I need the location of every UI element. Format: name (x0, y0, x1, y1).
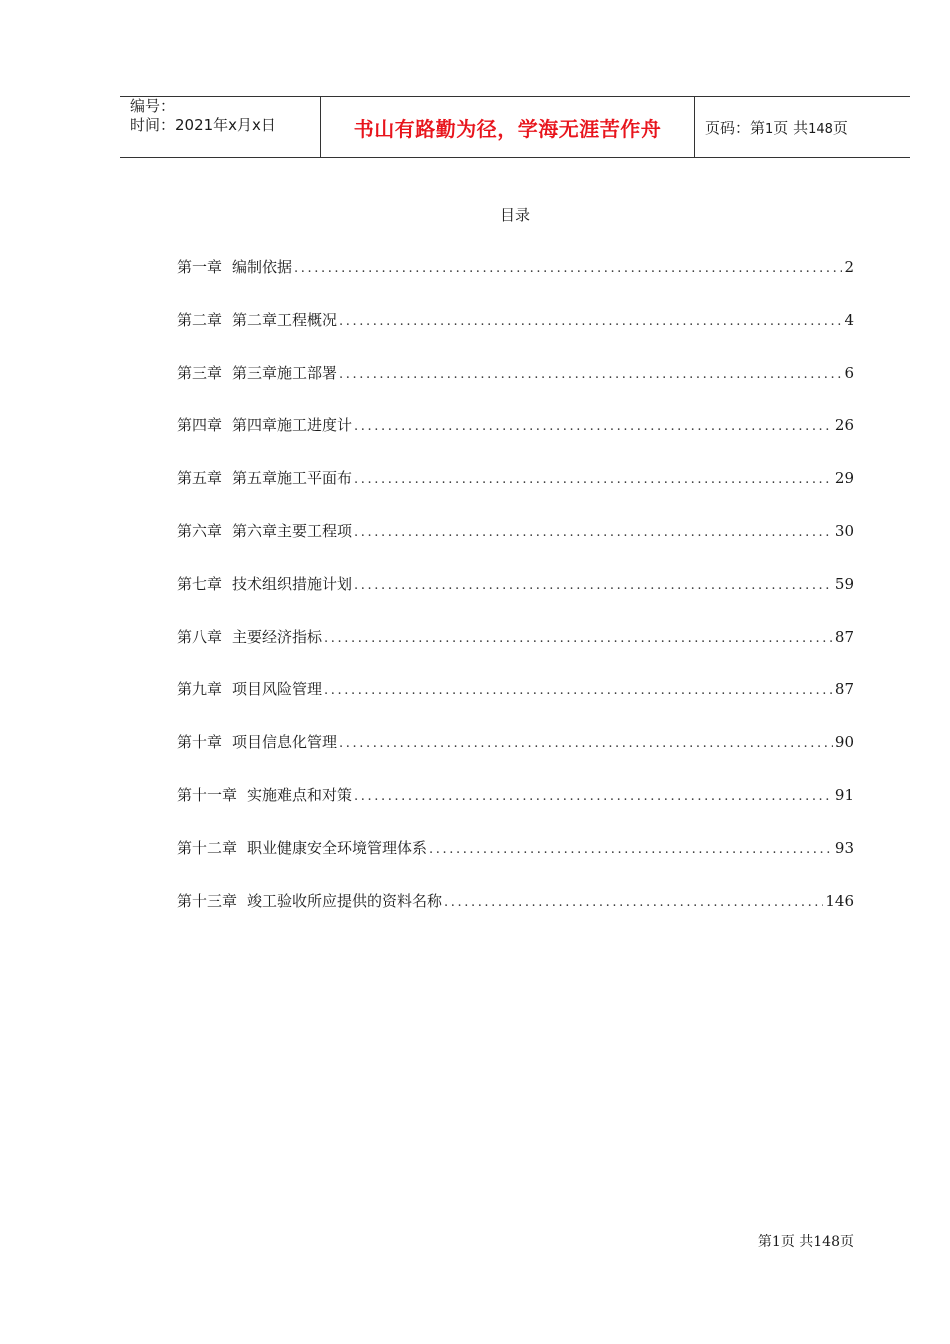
toc-leader-dots (339, 367, 842, 382)
toc-page-number: 93 (834, 838, 854, 857)
toc-page-number: 87 (834, 627, 854, 646)
page-footer: 第1页 共148页 (757, 1234, 854, 1250)
toc-entry-title: 技术组织措施计划 (232, 574, 353, 593)
toc-chapter: 第一章 (177, 258, 223, 276)
toc-chapter: 第四章 (177, 416, 223, 435)
toc-entry-title: 职业健康安全环境管理体系 (247, 838, 428, 857)
header-meta-cell (120, 97, 321, 157)
header-motto-cell (321, 97, 695, 157)
toc-entry[interactable] (177, 256, 854, 309)
toc-page-number: 2 (844, 258, 854, 276)
toc-entry-title: 第五章施工平面布 (232, 469, 353, 488)
toc-entry-title: 主要经济指标 (232, 627, 323, 646)
page-number: 1 (765, 121, 774, 137)
toc-leader-dots (354, 789, 833, 804)
header-page-cell (695, 97, 910, 157)
toc-entry[interactable] (177, 520, 854, 573)
toc-chapter: 第七章 (177, 574, 223, 593)
toc-page-number: 87 (834, 680, 854, 699)
page-prefix: 页码：第 (705, 118, 766, 137)
toc-entry-title: 第三章施工部署 (232, 363, 338, 382)
toc-entry-title: 实施难点和对策 (247, 785, 353, 804)
toc-entry[interactable] (177, 731, 854, 784)
toc-entry[interactable] (177, 467, 854, 520)
toc-entry[interactable] (177, 784, 854, 837)
toc-entry-title: 竣工验收所应提供的资料名称 (247, 891, 443, 910)
toc-chapter: 第十三章 (177, 891, 238, 910)
toc-leader-dots (339, 736, 833, 751)
toc-entry[interactable] (177, 678, 854, 731)
toc-leader-dots (354, 525, 833, 540)
toc-leader-dots (444, 895, 823, 910)
toc-chapter: 第十二章 (177, 838, 238, 857)
toc-entry-title: 项目信息化管理 (232, 733, 338, 752)
toc-page-number: 90 (834, 733, 854, 752)
toc-entry-title: 第四章施工进度计 (232, 416, 353, 435)
toc-chapter: 第三章 (177, 363, 223, 382)
toc-leader-dots (354, 419, 833, 434)
toc-chapter: 第六章 (177, 521, 223, 540)
document-header (120, 96, 910, 158)
toc-chapter: 第十一章 (177, 785, 238, 804)
toc-chapter: 第二章 (177, 310, 223, 329)
page-suffix: 页 (832, 118, 848, 137)
header-page-info (705, 117, 848, 138)
toc-page-number: 30 (834, 521, 854, 540)
toc-title: 目录 (499, 206, 530, 224)
toc-entry-title: 编制依据 (232, 258, 293, 276)
toc-page-number: 26 (834, 416, 854, 435)
toc-page-number: 146 (825, 891, 854, 910)
toc-leader-dots (429, 842, 833, 857)
toc-page-number: 91 (834, 785, 854, 804)
toc-entry[interactable] (177, 890, 854, 943)
toc-entry[interactable] (177, 626, 854, 679)
toc-leader-dots (354, 472, 833, 487)
toc-leader-dots (324, 631, 833, 646)
serial-number-label: 编号： (130, 97, 176, 115)
toc-entry[interactable] (177, 837, 854, 890)
toc-page-number: 4 (844, 310, 854, 329)
toc-page-number: 59 (834, 574, 854, 593)
toc-entry-title: 第二章工程概况 (232, 310, 338, 329)
toc-chapter: 第八章 (177, 627, 223, 646)
toc-entry-title: 第六章主要工程项 (232, 521, 353, 540)
time-label: 时间：2021年x月x日 (130, 116, 276, 134)
table-of-contents (177, 256, 854, 942)
toc-chapter: 第九章 (177, 680, 223, 699)
header-motto: 书山有路勤为径，学海无涯苦作舟 (353, 116, 662, 141)
toc-leader-dots (354, 578, 833, 593)
toc-entry[interactable] (177, 414, 854, 467)
page-total: 148 (808, 121, 833, 137)
toc-entry[interactable] (177, 573, 854, 626)
toc-entry-title: 项目风险管理 (232, 680, 323, 699)
toc-page-number: 6 (844, 363, 854, 382)
toc-entry[interactable] (177, 362, 854, 415)
toc-leader-dots (339, 314, 842, 329)
toc-chapter: 第十章 (177, 733, 223, 752)
toc-leader-dots (324, 683, 833, 698)
toc-entry[interactable] (177, 309, 854, 362)
page-mid: 页 共 (773, 118, 809, 137)
toc-leader-dots (294, 261, 842, 276)
toc-chapter: 第五章 (177, 469, 223, 488)
toc-page-number: 29 (834, 469, 854, 488)
